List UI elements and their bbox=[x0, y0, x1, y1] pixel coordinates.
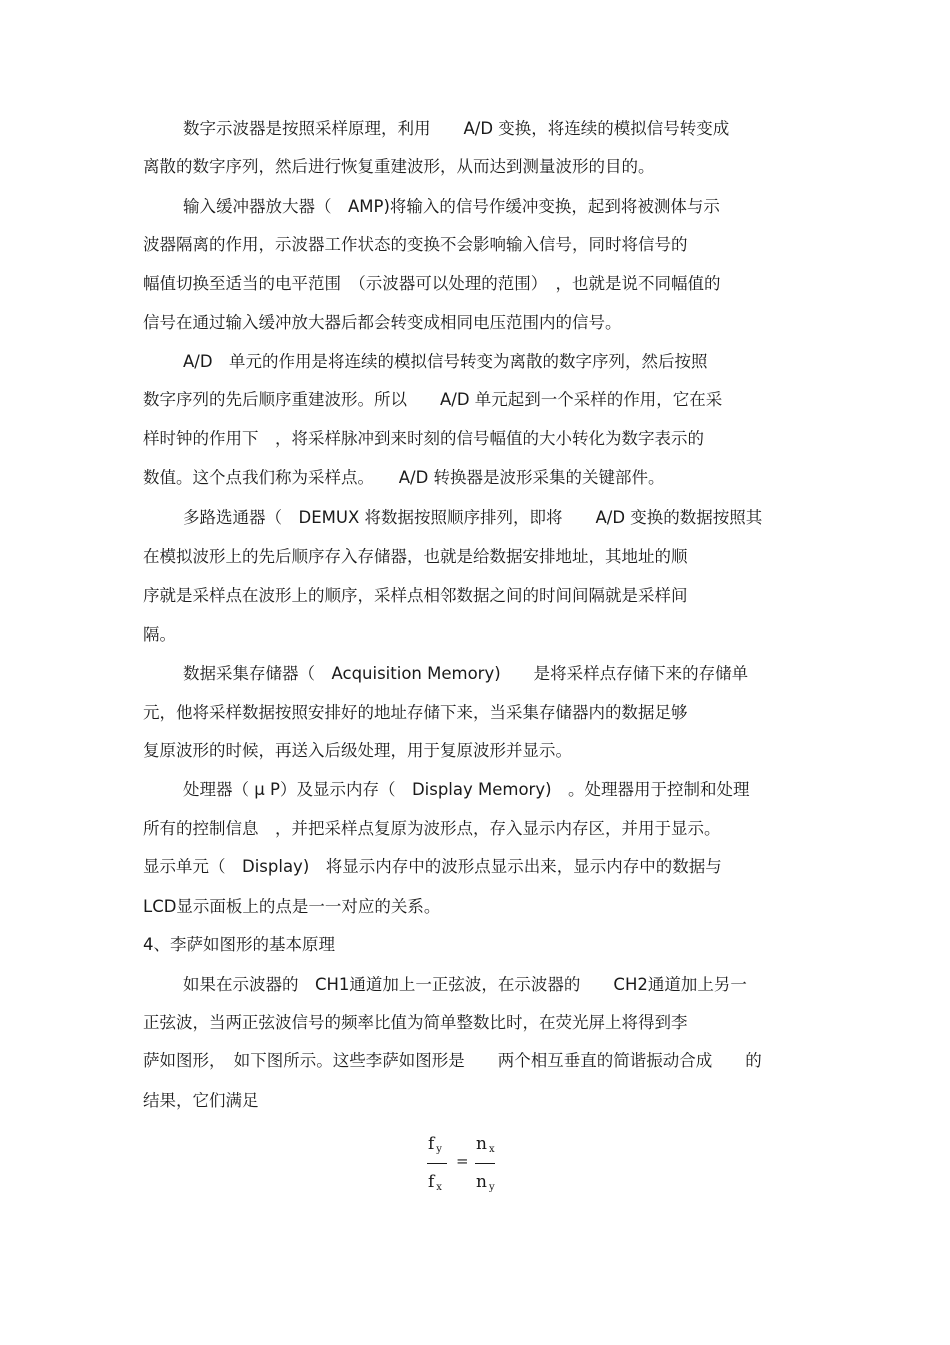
numerator-left: f $_y$ bbox=[428, 1134, 442, 1155]
paragraph-line: 显示单元（ Display) 将显示内存中的波形点显示出来，显示内存中的数据与 bbox=[143, 857, 722, 876]
frequency-ratio-formula bbox=[425, 1134, 515, 1204]
paragraph-line: 处理器（ μ P）及显示内存（ Display Memory) 。处理器用于控制和处理 bbox=[183, 780, 750, 799]
paragraph-line: 复原波形的时候，再送入后级处理，用于复原波形并显示。 bbox=[143, 741, 572, 760]
paragraph-line: 数值。这个点我们称为采样点。 A/D 转换器是波形采集的关键部件。 bbox=[143, 468, 665, 487]
section-heading: 4、李萨如图形的基本原理 bbox=[143, 935, 335, 954]
denominator-right: n $_y$ bbox=[476, 1172, 495, 1193]
paragraph-line: 在模拟波形上的先后顺序存入存储器，也就是给数据安排地址，其地址的顺 bbox=[143, 547, 688, 566]
numerator-right: n $_x$ bbox=[476, 1134, 495, 1155]
paragraph-line: 数字序列的先后顺序重建波形。所以 A/D 单元起到一个采样的作用，它在采 bbox=[143, 390, 723, 409]
paragraph-line: 隔。 bbox=[143, 625, 176, 644]
paragraph-line: 数字示波器是按照采样原理，利用 A/D 变换，将连续的模拟信号转变成 bbox=[183, 119, 730, 138]
paragraph-line: 序就是采样点在波形上的顺序，采样点相邻数据之间的时间间隔就是采样间 bbox=[143, 586, 688, 605]
paragraph-line: A/D 单元的作用是将连续的模拟信号转变为离散的数字序列，然后按照 bbox=[183, 352, 708, 371]
paragraph-line: 元，他将采样数据按照安排好的地址存储下来，当采集存储器内的数据足够 bbox=[143, 703, 688, 722]
paragraph-line: 波器隔离的作用，示波器工作状态的变换不会影响输入信号，同时将信号的 bbox=[143, 235, 688, 254]
paragraph-line: 输入缓冲器放大器（ AMP)将输入的信号作缓冲变换，起到将被测体与示 bbox=[183, 197, 720, 216]
paragraph-line: 信号在通过输入缓冲放大器后都会转变成相同电压范围内的信号。 bbox=[143, 313, 622, 332]
paragraph-line: 多路选通器（ DEMUX 将数据按照顺序排列，即将 A/D 变换的数据按照其 bbox=[183, 508, 763, 527]
paragraph-line: 幅值切换至适当的电平范围 （示波器可以处理的范围） ，也就是说不同幅值的 bbox=[143, 274, 721, 293]
equals-sign: = bbox=[456, 1152, 469, 1170]
paragraph-line: LCD显示面板上的点是一一对应的关系。 bbox=[143, 897, 441, 916]
paragraph-line: 正弦波，当两正弦波信号的频率比值为简单整数比时，在荧光屏上将得到李 bbox=[143, 1013, 688, 1032]
paragraph-line: 数据采集存储器（ Acquisition Memory) 是将采样点存储下来的存储单 bbox=[183, 664, 749, 683]
denominator-left: f $_x$ bbox=[428, 1172, 442, 1193]
paragraph-line: 离散的数字序列，然后进行恢复重建波形，从而达到测量波形的目的。 bbox=[143, 157, 655, 176]
fraction-bar bbox=[475, 1163, 495, 1164]
paragraph-line: 样时钟的作用下 ，将采样脉冲到来时刻的信号幅值的大小转化为数字表示的 bbox=[143, 429, 704, 448]
fraction-bar bbox=[427, 1163, 447, 1164]
paragraph-line: 结果，它们满足 bbox=[143, 1091, 259, 1110]
paragraph-line: 如果在示波器的 CH1通道加上一正弦波，在示波器的 CH2通道加上另一 bbox=[183, 975, 747, 994]
paragraph-line: 萨如图形， 如下图所示。这些李萨如图形是 两个相互垂直的简谐振动合成 的 bbox=[143, 1051, 762, 1070]
paragraph-line: 所有的控制信息 ，并把采样点复原为波形点，存入显示内存区，并用于显示。 bbox=[143, 819, 721, 838]
